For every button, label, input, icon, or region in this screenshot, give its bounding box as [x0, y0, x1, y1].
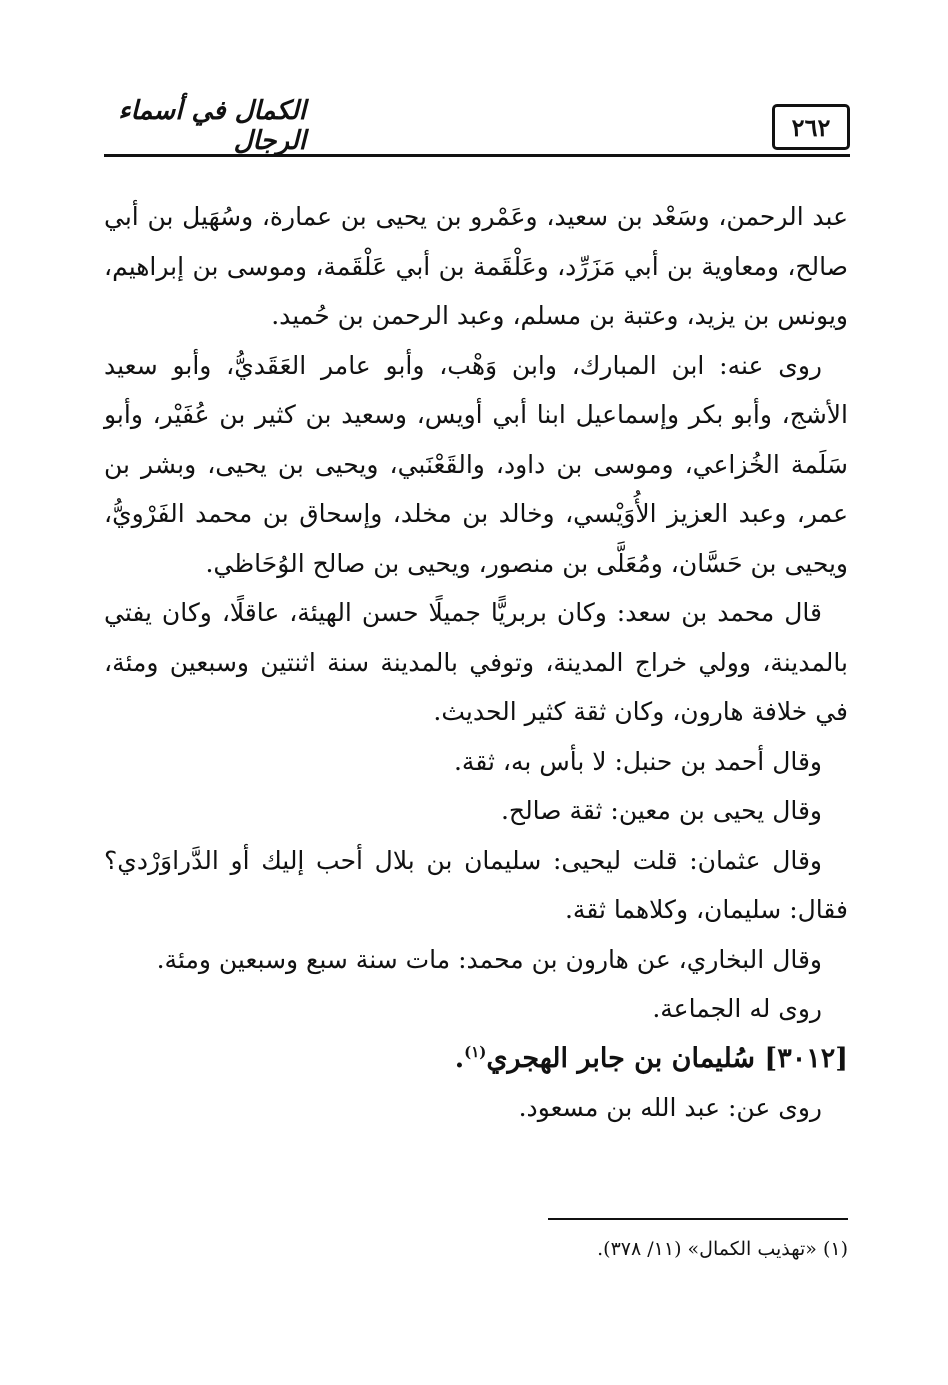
entry-number: [٣٠١٢] — [764, 1042, 848, 1074]
footnote-reference: (١) — [464, 1042, 487, 1061]
entry-heading — [104, 1034, 848, 1084]
footnote-rule — [548, 1218, 848, 1220]
paragraph-jamaah: روى له الجماعة. — [652, 994, 822, 1023]
paragraph-narrators: روى عنه: ابن المبارك، وابن وَهْب، وأبو عامر العَقَديُّ، وأبو سعيد الأشج، وأبو بكر وإسماعيل ابنا أبي أويس، وسعيد بن كثير بن عُفَيْر، وأبو سَلَمة الخُزاعي، وموسى بن داود، والقَعْنَبي، ويحيى بن يحيى، وبشر بن عمر، وعبد العزيز الأُوَيْسي، وخالد بن مخلد، وإسحاق بن محمد الفَرْويُّ، ويحيى بن حَسَّان، ومُعَلَّى بن منصور، ويحيى بن صالح الوُحَاظي. — [104, 350, 848, 578]
entry-end: . — [454, 1042, 465, 1074]
footnote: (١) «تهذيب الكمال» (١١/ ٣٧٨). — [597, 1238, 848, 1260]
paragraph-entry-teachers: روى عن: عبد الله بن مسعود. — [518, 1093, 822, 1122]
paragraph-teachers-continued: عبد الرحمن، وسَعْد بن سعيد، وعَمْرو بن يحيى بن عمارة، وسُهَيل بن أبي صالح، ومعاوية بن أبي مَزَرِّد، وعَلْقَمة بن أبي عَلْقَمة، وموسى بن إبراهيم، ويونس بن يزيد، وعتبة بن مسلم، وعبد الرحمن بن حُميد. — [104, 202, 848, 330]
page-header — [104, 96, 850, 158]
header-rule — [104, 154, 850, 157]
book-title: الكمال في أسماء الرجال — [118, 96, 306, 156]
paragraph-ibn-saad: قال محمد بن سعد: وكان بربريًّا جميلًا حسن الهيئة، عاقلًا، وكان يفتي بالمدينة، وولي خراج المدينة، وتوفي بالمدينة سنة اثنتين وسبعين ومئة، في خلافة هارون، وكان ثقة كثير الحديث. — [104, 598, 848, 726]
paragraph-ibn-maeen: وقال يحيى بن معين: ثقة صالح. — [500, 796, 822, 825]
entry-name: سُليمان بن جابر الهجري — [486, 1042, 756, 1074]
paragraph-ahmad: وقال أحمد بن حنبل: لا بأس به، ثقة. — [453, 746, 822, 776]
page-number: ٢٦٢ — [772, 104, 850, 150]
paragraph-uthman: وقال عثمان: قلت ليحيى: سليمان بن بلال أحب إليك أو الدَّراوَرْدي؟ فقال: سليمان، وكلاهما ثقة. — [104, 845, 848, 924]
paragraph-bukhari: وقال البخاري، عن هارون بن محمد: مات سنة سبع وسبعين ومئة. — [156, 944, 822, 974]
main-text — [104, 192, 848, 1133]
